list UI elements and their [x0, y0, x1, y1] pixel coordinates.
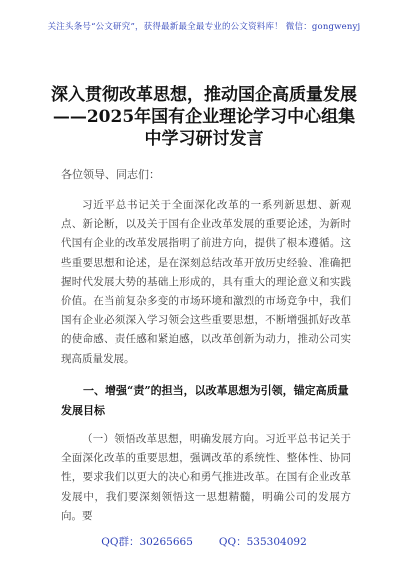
title-line-2: ——2025年国有企业理论学习中心组集 — [52, 107, 356, 127]
paragraph-subsection-1: （一）领悟改革思想，明确发展方向。习近平总书记关于全面深化改革的重要思想，强调改革的系统性、整体性、协同性，要求我们以更大的决心和勇气推进改革。在国有企业改革发展中，我们要深刻领悟这一思想精髓，明确公司的发展方向。要 — [61, 433, 351, 522]
section-heading-line-1: 一、增强“责”的担当，以改革思想为引领，锚定高质量 — [83, 384, 349, 397]
footer-contact — [0, 534, 408, 549]
salutation: 各位领导、同志们： — [61, 168, 160, 181]
section-heading-1 — [61, 381, 351, 421]
footer-qq-group: QQ群：30265665 — [101, 536, 193, 548]
section-heading-line-2: 发展目标 — [61, 404, 105, 417]
title-line-3: 中学习研讨发言 — [144, 129, 264, 149]
body-section-2 — [61, 430, 351, 526]
title-line-1: 深入贯彻改革思想，推动国企高质量发展 — [51, 85, 357, 105]
footer-qq: QQ：535304092 — [218, 536, 307, 548]
paragraph-intro: 习近平总书记关于全面深化改革的一系列新思想、新观点、新论断，以及关于国有企业改革发展的重要论述，为新时代国有企业的改革发展指明了前进方向，提供了根本遵循。这些重要思想和论述，是在深刻总结改革开放历史经验、准确把握时代发展大势的基础上形成的，具有重大的理论意义和实践价值。在当前复杂多变的市场环境和激烈的市场竞争中，我们国有企业必须深入学习领会这些重要思想，不断增强抓好改革的使命感、责任感和紧迫感，以改革创新为动力，推动公司实现高质量发展。 — [61, 199, 351, 365]
header-banner: 关注头条号“公文研究”，获得最新最全最专业的公文资料库！ 微信：gongwenyj — [47, 22, 361, 32]
body-section-1 — [61, 196, 351, 369]
document-title — [40, 84, 368, 150]
